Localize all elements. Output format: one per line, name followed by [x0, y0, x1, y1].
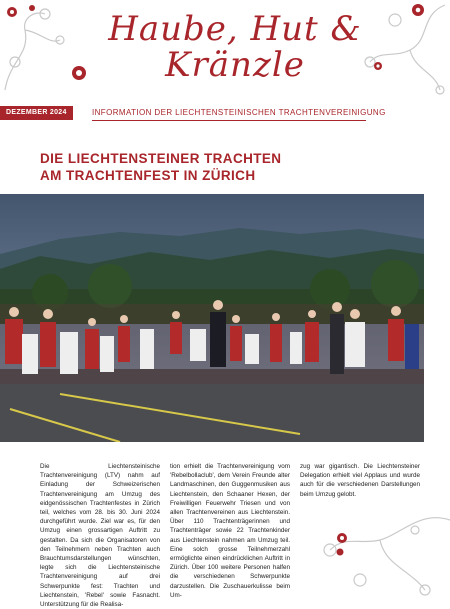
floral-ornament-icon	[0, 0, 70, 95]
article-column-2: tion erhielt die Trachtenvereinigung vom 'Rebelbollaclub', dem Verein Freunde alter Landmaschinen, den Guggenmusiken aus Liechtenstein, den Schaaner Hexen, der Freiwilligen Feuerwehr Triesen und von allen Trachtenvereinen aus Liechtenstein. Über 110 Trachtenträgerinnen und Trachtenträger sowie 22 Trachtenkinder aus Liechtenstein nahmen am Umzug teil. Eine solch grosse Teilnehmerzahl ermöglichte einen eindrücklichen Auftritt in Zürich. Über 100 weitere Personen halfen die verschiedenen Schwerpunkte darzustellen. Die Zuschauerkulisse beim Um-	[170, 463, 290, 599]
article-headline	[40, 150, 420, 184]
headline-line1: DIE LIECHTENSTEINER TRACHTEN	[40, 151, 282, 166]
article-column-1: Die Liechtensteinische Trachtenvereinigung (LTV) nahm auf Einladung der Schweizerischen Trachtenvereinigung am Umzug des eidgenössischen Trachtenfestes in Zürich teil, welches vom 28. bis 30. Juni 2024 durchgeführt wurde. Ziel war es, für den Umzug einen grossartigen Auftritt zu gestalten. Da sich die Organisatoren von den Teilnehmern neben Trachten auch Brauchtumsdarstellungen wünschten, legte sich die Liechtensteinische Trachtenvereinigung auf drei Schwerpunkte fest: Trachten und Liechtenstein, 'Rebel' sowie Fasnacht. Unterstützung für die Realisa-	[40, 463, 160, 609]
masthead-title-line1: Haube, Hut &	[108, 9, 362, 49]
newsletter-subtitle: INFORMATION DER LIECHTENSTEINISCHEN TRACHTENVEREINIGUNG	[92, 108, 386, 117]
floral-ornament-icon	[300, 490, 450, 602]
masthead-title-line2: Kränzle	[165, 45, 305, 85]
date-badge: DEZEMBER 2024	[0, 106, 73, 120]
article-column-3: zug war gigantisch. Die Liechtensteiner Delegation erhielt viel Applaus und wurde auch für die verschiedenen Darstellungen beim Umzug gelobt.	[300, 463, 420, 498]
group-photo-icon	[0, 194, 424, 442]
divider	[92, 120, 366, 121]
headline-line2: AM TRACHTENFEST IN ZÜRICH	[40, 168, 256, 183]
masthead-title	[85, 9, 385, 85]
group-photo	[0, 194, 424, 442]
